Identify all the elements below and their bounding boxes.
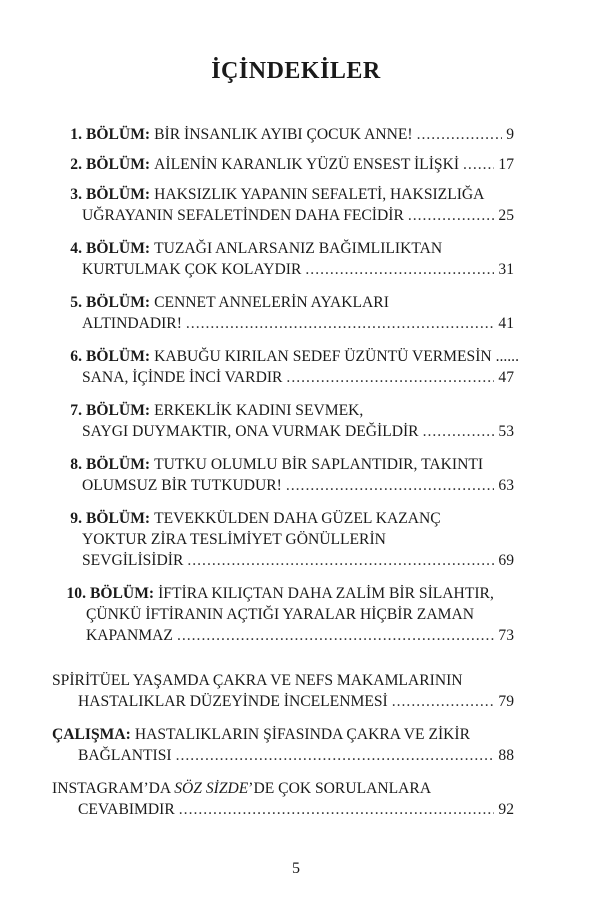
toc-entry-2[interactable] <box>52 154 514 175</box>
toc-entry-9[interactable] <box>52 508 514 571</box>
entry-title-cont: HASTALIKLAR DÜZEYİNDE İNCELENMESİ <box>78 693 388 710</box>
entry-title-italic: SÖZ SİZDE <box>174 780 249 797</box>
toc-entry-spiritual[interactable] <box>52 670 514 712</box>
entry-page: 9 <box>506 126 514 143</box>
entry-label: BÖLÜM: <box>90 585 155 602</box>
entry-page: 92 <box>498 801 514 818</box>
toc-entry-6[interactable] <box>52 346 519 388</box>
toc-entry-5[interactable] <box>52 292 514 334</box>
leader-dots <box>463 154 494 175</box>
entry-title-cont: ALTINDADIR! <box>82 315 182 332</box>
entry-label: BÖLÜM: <box>86 186 151 203</box>
leader-dots <box>305 259 494 280</box>
entry-number: 6. <box>70 348 82 365</box>
entry-title: AİLENİN KARANLIK YÜZÜ ENSEST İLİŞKİ <box>154 156 460 173</box>
entry-title: TEVEKKÜLDEN DAHA GÜZEL KAZANÇ <box>154 510 441 527</box>
entry-title-cont: UĞRAYANIN SEFALETİNDEN DAHA FECİDİR <box>82 207 404 224</box>
leader-dots <box>423 421 495 442</box>
entry-title: CENNET ANNELERİN AYAKLARI <box>154 294 389 311</box>
entry-title: HAKSIZLIK YAPANIN SEFALETİ, HAKSIZLIĞA <box>154 186 485 203</box>
toc-entry-1[interactable] <box>52 124 514 145</box>
entry-page: 41 <box>498 315 514 332</box>
toc-entry-3[interactable] <box>52 184 514 226</box>
entry-title: BİR İNSANLIK AYIBI ÇOCUK ANNE! <box>154 126 413 143</box>
leader-dots <box>187 550 494 571</box>
entry-title-cont: ÇÜNKÜ İFTİRANIN AÇTIĞI YARALAR HİÇBİR ZAMAN <box>86 606 474 623</box>
leader-dots <box>286 367 494 388</box>
entry-title-cont: CEVABIMDIR <box>78 801 175 818</box>
entry-page: 53 <box>498 423 514 440</box>
entry-label: ÇALIŞMA: <box>52 726 131 743</box>
entry-page: 47 <box>498 369 514 386</box>
toc-entry-instagram[interactable] <box>52 778 514 820</box>
entry-number: 3. <box>70 186 82 203</box>
leader-dots <box>179 799 495 820</box>
entry-label: BÖLÜM: <box>86 456 151 473</box>
entry-number: 7. <box>70 402 82 419</box>
entry-title-cont: KAPANMAZ <box>86 627 173 644</box>
entry-title-cont: SEVGİLİSİDİR <box>82 552 184 569</box>
entry-title: HASTALIKLARIN ŞİFASINDA ÇAKRA VE ZİKİR <box>134 726 471 743</box>
toc-entry-8[interactable] <box>52 454 514 496</box>
leader-dots <box>392 691 495 712</box>
toc-entry-10[interactable] <box>52 583 514 646</box>
entry-label: BÖLÜM: <box>86 402 151 419</box>
entry-label: BÖLÜM: <box>86 510 151 527</box>
entry-page: 31 <box>498 261 514 278</box>
entry-title-cont: OLUMSUZ BİR TUTKUDUR! <box>82 477 282 494</box>
entry-number: 2. <box>70 156 82 173</box>
entry-number: 4. <box>70 240 82 257</box>
leader-dots <box>177 625 494 646</box>
entry-page: 69 <box>498 552 514 569</box>
entry-title: İFTİRA KILIÇTAN DAHA ZALİM BİR SİLAHTIR, <box>158 585 494 602</box>
entry-title-pre: INSTAGRAM’DA <box>52 780 175 797</box>
entry-title: SPİRİTÜEL YAŞAMDA ÇAKRA VE NEFS MAKAMLARININ <box>52 672 463 689</box>
entry-page: 25 <box>498 207 514 224</box>
entry-title: TUTKU OLUMLU BİR SAPLANTIDIR, TAKINTI <box>154 456 484 473</box>
page-number: 5 <box>292 860 300 877</box>
entry-number: 8. <box>70 456 82 473</box>
leader-dots <box>417 124 503 145</box>
entry-number: 1. <box>70 126 82 143</box>
entry-title-cont: YOKTUR ZİRA TESLİMİYET GÖNÜLLERİN <box>82 531 386 548</box>
entry-label: BÖLÜM: <box>86 240 151 257</box>
entry-page: 79 <box>498 693 514 710</box>
toc-entry-7[interactable] <box>52 400 514 442</box>
entry-title-cont: SANA, İÇİNDE İNCİ VARDIR <box>82 369 283 386</box>
entry-title: ERKEKLİK KADINI SEVMEK, <box>154 402 364 419</box>
leader-dots <box>176 745 495 766</box>
entry-label: BÖLÜM: <box>86 294 151 311</box>
entry-title-cont: BAĞLANTISI <box>78 747 172 764</box>
entry-title-cont: SAYGI DUYMAKTIR, ONA VURMAK DEĞİLDİR <box>82 423 419 440</box>
toc-entry-4[interactable] <box>52 238 514 280</box>
entry-title: TUZAĞI ANLARSANIZ BAĞIMLILIKTAN <box>154 240 443 257</box>
entry-title: KABUĞU KIRILAN SEDEF ÜZÜNTÜ VERMESİN ...... <box>154 348 519 365</box>
entry-number: 9. <box>70 510 82 527</box>
entry-number: 5. <box>70 294 82 311</box>
leader-dots <box>186 313 495 334</box>
toc-title: İÇİNDEKİLER <box>211 58 381 84</box>
leader-dots <box>408 205 495 226</box>
entry-number: 10. <box>66 585 86 602</box>
entry-page: 73 <box>498 627 514 644</box>
leader-dots <box>286 475 495 496</box>
entry-label: BÖLÜM: <box>86 156 151 173</box>
entry-label: BÖLÜM: <box>86 348 151 365</box>
entry-page: 17 <box>498 156 514 173</box>
toc-entry-calisma[interactable] <box>52 724 514 766</box>
entry-page: 63 <box>498 477 514 494</box>
entry-title-post: ’DE ÇOK SORULANLARA <box>248 780 432 797</box>
entry-title-cont: KURTULMAK ÇOK KOLAYDIR <box>82 261 302 278</box>
entry-label: BÖLÜM: <box>86 126 151 143</box>
entry-page: 88 <box>498 747 514 764</box>
